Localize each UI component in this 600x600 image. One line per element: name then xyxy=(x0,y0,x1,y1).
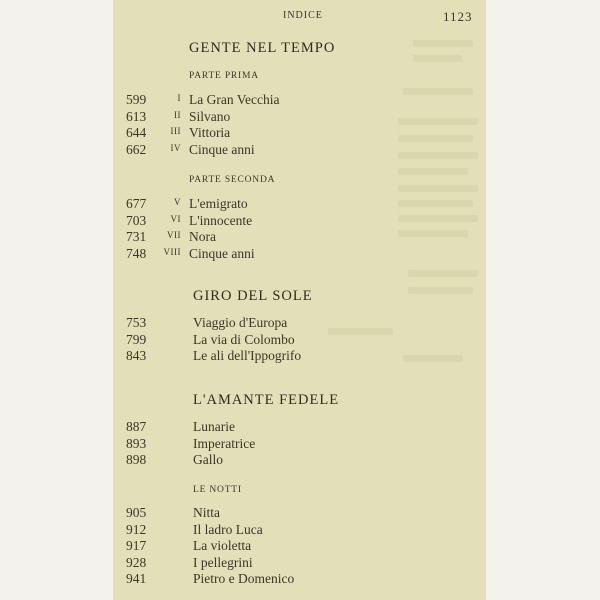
part-heading-le-notti: LE NOTTI xyxy=(193,485,242,495)
entry-page: 799 xyxy=(126,331,147,347)
entry-page: 917 xyxy=(126,538,147,553)
section-title-giro-del-sole: GIRO DEL SOLE xyxy=(193,288,313,304)
toc-entry[interactable] xyxy=(113,348,413,365)
toc-entry[interactable] xyxy=(113,213,413,230)
entry-title: Il ladro Luca xyxy=(193,521,263,537)
entry-page: 887 xyxy=(126,419,147,434)
section-title-gente-nel-tempo: GENTE NEL TEMPO xyxy=(189,40,336,56)
entry-title: La Gran Vecchia xyxy=(189,92,280,107)
entry-title: Imperatrice xyxy=(193,435,256,451)
entry-chapter-numeral: IV xyxy=(170,142,181,153)
entry-title: La violetta xyxy=(193,538,252,553)
book-page xyxy=(113,0,486,600)
entry-page: 613 xyxy=(126,108,147,124)
running-header: INDICE xyxy=(283,10,323,21)
toc-entry[interactable] xyxy=(113,229,413,246)
entry-title: Cinque anni xyxy=(189,141,255,157)
toc-entry[interactable] xyxy=(113,419,413,436)
page-number: 1123 xyxy=(443,9,473,24)
toc-entry[interactable] xyxy=(113,538,413,555)
toc-entry[interactable] xyxy=(113,332,413,349)
entry-title: L'innocente xyxy=(189,212,253,228)
entry-title: Cinque anni xyxy=(189,245,255,261)
entries-notti xyxy=(113,505,413,588)
entry-title: Nitta xyxy=(193,505,220,520)
entry-page: 905 xyxy=(126,505,147,520)
toc-entry[interactable] xyxy=(113,315,413,332)
section-title-amante-fedele: L'AMANTE FEDELE xyxy=(193,392,340,408)
entry-page: 753 xyxy=(126,315,147,330)
entry-chapter-numeral: I xyxy=(177,93,181,103)
entry-page: 941 xyxy=(126,571,147,586)
toc-entry[interactable] xyxy=(113,555,413,572)
entry-title: Gallo xyxy=(193,452,223,467)
entry-chapter-numeral: II xyxy=(174,109,181,120)
entries-amante xyxy=(113,419,413,469)
entry-page: 662 xyxy=(126,141,147,157)
toc-entry[interactable] xyxy=(113,92,413,109)
entry-chapter-numeral: V xyxy=(174,197,181,207)
toc-entry[interactable] xyxy=(113,452,413,469)
entry-title: I pellegrini xyxy=(193,554,253,570)
entry-chapter-numeral: VI xyxy=(170,213,181,224)
entries-gente-prima xyxy=(113,92,413,158)
entries-gente-seconda xyxy=(113,196,413,262)
entry-page: 843 xyxy=(126,348,147,363)
toc-entry[interactable] xyxy=(113,522,413,539)
entry-page: 898 xyxy=(126,452,147,467)
entry-page: 928 xyxy=(126,554,147,570)
entry-title: La via di Colombo xyxy=(193,331,295,347)
entry-page: 703 xyxy=(126,212,147,228)
toc-entry[interactable] xyxy=(113,505,413,522)
entry-title: Nora xyxy=(189,229,216,244)
toc-entry[interactable] xyxy=(113,196,413,213)
entry-title: Pietro e Domenico xyxy=(193,571,295,586)
entries-giro xyxy=(113,315,413,365)
entry-page: 731 xyxy=(126,229,147,244)
toc-entry[interactable] xyxy=(113,436,413,453)
entry-title: Viaggio d'Europa xyxy=(193,315,288,330)
toc-entry[interactable] xyxy=(113,109,413,126)
toc-entry[interactable] xyxy=(113,246,413,263)
toc-entry[interactable] xyxy=(113,142,413,159)
entry-chapter-numeral: VII xyxy=(167,230,181,240)
entry-title: Vittoria xyxy=(189,125,231,140)
entry-title: Silvano xyxy=(189,108,231,124)
entry-title: Le ali dell'Ippogrifo xyxy=(193,348,302,363)
entry-page: 599 xyxy=(126,92,147,107)
entry-page: 893 xyxy=(126,435,147,451)
toc-entry[interactable] xyxy=(113,125,413,142)
entry-page: 748 xyxy=(126,245,147,261)
entry-chapter-numeral: III xyxy=(170,126,181,136)
entry-title: Lunarie xyxy=(193,419,235,434)
part-heading-seconda: PARTE SECONDA xyxy=(189,175,276,185)
entry-page: 677 xyxy=(126,196,147,211)
entry-page: 644 xyxy=(126,125,147,140)
entry-chapter-numeral: VIII xyxy=(163,246,181,257)
part-heading-prima: PARTE PRIMA xyxy=(189,71,259,81)
entry-title: L'emigrato xyxy=(189,196,248,211)
toc-entry[interactable] xyxy=(113,571,413,588)
entry-page: 912 xyxy=(126,521,147,537)
